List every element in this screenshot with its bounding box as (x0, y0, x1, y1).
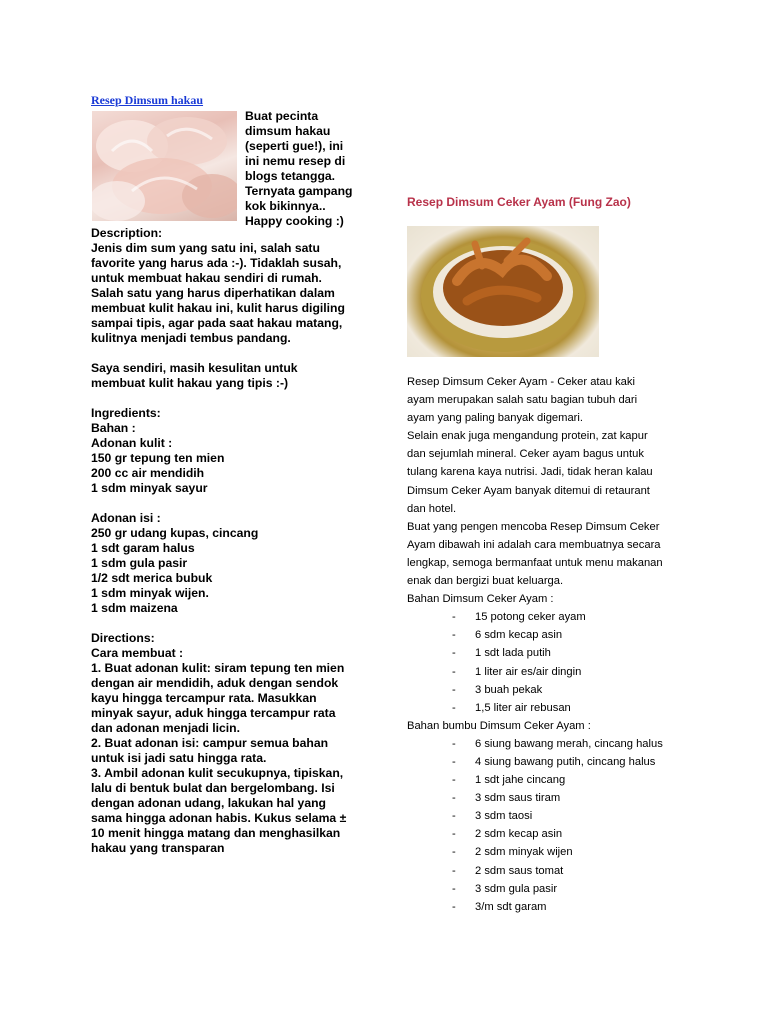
list-dash: - (452, 774, 456, 787)
bumbu-heading: Bahan bumbu Dimsum Ceker Ayam : (407, 719, 591, 732)
list-dash: - (452, 882, 456, 895)
body-line: kayu hingga tercampur rata. Masukkan (91, 691, 317, 705)
body-line: Adonan isi : (91, 511, 161, 525)
body-line (91, 391, 371, 406)
bahan-heading: Bahan Dimsum Ceker Ayam : (407, 593, 554, 606)
bumbu-item (407, 825, 697, 843)
intro-line: dimsum hakau (245, 124, 331, 138)
body-line: Salah satu yang harus diperhatikan dalam (91, 286, 335, 300)
list-item-text: 3 sdm saus tiram (475, 792, 561, 805)
description-line: Buat yang pengen mencoba Resep Dimsum Ceker (407, 520, 660, 533)
body-line: 1 sdm minyak sayur (91, 481, 208, 495)
description-line: dan sejumlah mineral. Ceker ayam bagus untuk (407, 448, 644, 461)
ceker-recipe-body (407, 373, 697, 916)
list-item-text: 1 liter air es/air dingin (475, 665, 582, 678)
list-dash: - (452, 665, 456, 678)
list-item-text: 1,5 liter air rebusan (475, 701, 571, 714)
body-line: 3. Ambil adonan kulit secukupnya, tipiskan, (91, 766, 344, 780)
description-line: Selain enak juga mengandung protein, zat kapur (407, 430, 648, 443)
hakau-photo (92, 111, 237, 221)
bumbu-item (407, 771, 697, 789)
list-item-text: 6 siung bawang merah, cincang halus (475, 737, 663, 750)
description-line: Dimsum Ceker Ayam banyak ditemui di retaurant (407, 484, 650, 497)
body-line: Jenis dim sum yang satu ini, salah satu (91, 241, 320, 255)
intro-line: blogs tetangga. (245, 169, 336, 183)
list-item-text: 3 sdm gula pasir (475, 882, 558, 895)
bumbu-item (407, 735, 697, 753)
list-item-text: 3/m sdt garam (475, 900, 547, 913)
list-dash: - (452, 864, 456, 877)
list-dash: - (452, 846, 456, 859)
bumbu-item (407, 862, 697, 880)
bumbu-item (407, 789, 697, 807)
list-dash: - (452, 755, 456, 768)
list-item-text: 1 sdt jahe cincang (475, 774, 566, 787)
intro-line: Buat pecinta (245, 109, 319, 123)
hakau-intro (245, 109, 370, 229)
body-line: sampai tipis, agar pada saat hakau matang, (91, 316, 343, 330)
body-line: hakau yang transparan (91, 841, 225, 855)
intro-line: kok bikinnya.. (245, 199, 326, 213)
description-line: lengkap, semoga bermanfaat untuk menu makanan (407, 556, 663, 569)
body-line: 150 gr tepung ten mien (91, 451, 225, 465)
body-line: 10 menit hingga matang dan menghasilkan (91, 826, 341, 840)
ceker-ayam-photo (407, 226, 599, 357)
bahan-item (407, 608, 697, 626)
ceker-description (407, 373, 697, 590)
list-dash: - (452, 810, 456, 823)
description-line: ayam yang paling banyak digemari. (407, 412, 583, 425)
bumbu-item (407, 843, 697, 861)
list-item-text: 1 sdt lada putih (475, 647, 551, 660)
body-line: Cara membuat : (91, 646, 184, 660)
list-item-text: 15 potong ceker ayam (475, 611, 586, 624)
body-line: 1 sdm maizena (91, 601, 178, 615)
body-line: membuat kulit hakau yang tipis :-) (91, 376, 289, 390)
body-line: dengan air mendidih, aduk dengan sendok (91, 676, 339, 690)
body-line: lalu di bentuk bulat dan bergelombang. Isi (91, 781, 335, 795)
list-dash: - (452, 900, 456, 913)
list-dash: - (452, 683, 456, 696)
body-line: dengan adonan udang, lakukan hal yang (91, 796, 326, 810)
body-line: Description: (91, 226, 163, 240)
list-dash: - (452, 611, 456, 624)
body-line: 1 sdm minyak wijen. (91, 586, 209, 600)
body-line: 1 sdt garam halus (91, 541, 195, 555)
bahan-item (407, 663, 697, 681)
list-item-text: 2 sdm minyak wijen (475, 846, 573, 859)
body-line: kulitnya menjadi tembus pandang. (91, 331, 291, 345)
body-line: minyak sayur, aduk hingga tercampur rata (91, 706, 336, 720)
ceker-recipe-title: Resep Dimsum Ceker Ayam (Fung Zao) (407, 195, 631, 209)
bahan-list (407, 608, 697, 717)
body-line: untuk isi jadi satu hingga rata. (91, 751, 267, 765)
intro-line: ini nemu resep di (245, 154, 346, 168)
body-line: Adonan kulit : (91, 436, 173, 450)
body-line: favorite yang harus ada :-). Tidaklah susah, (91, 256, 342, 270)
body-line: 1 sdm gula pasir (91, 556, 188, 570)
body-line: 200 cc air mendidih (91, 466, 205, 480)
list-dash: - (452, 629, 456, 642)
description-line: Ayam dibawah ini adalah cara membuatnya secara (407, 538, 661, 551)
bumbu-item (407, 753, 697, 771)
body-line: Saya sendiri, masih kesulitan untuk (91, 361, 298, 375)
hakau-recipe-body (91, 226, 371, 856)
list-dash: - (452, 701, 456, 714)
list-dash: - (452, 737, 456, 750)
body-line: dan adonan menjadi licin. (91, 721, 240, 735)
list-item-text: 4 siung bawang putih, cincang halus (475, 755, 656, 768)
bumbu-item (407, 880, 697, 898)
body-line (91, 616, 371, 631)
hakau-recipe-title-link[interactable]: Resep Dimsum hakau (91, 93, 204, 107)
bahan-item (407, 699, 697, 717)
bahan-item (407, 681, 697, 699)
list-item-text: 3 buah pekak (475, 683, 543, 696)
body-line: sama hingga adonan habis. Kukus selama ± (91, 811, 347, 825)
intro-line: Ternyata gampang (245, 184, 353, 198)
bahan-item (407, 626, 697, 644)
description-line: Resep Dimsum Ceker Ayam - Ceker atau kaki (407, 376, 635, 388)
description-line: tulang karena kaya nutrisi. Jadi, tidak heran kalau (407, 466, 653, 479)
body-line (91, 346, 371, 361)
bumbu-item (407, 807, 697, 825)
body-line: Ingredients: (91, 406, 161, 420)
list-dash: - (452, 647, 456, 660)
description-line: ayam merupakan salah satu bagian tubuh dari (407, 394, 638, 407)
list-item-text: 3 sdm taosi (475, 810, 533, 823)
list-dash: - (452, 828, 456, 841)
body-line: 2. Buat adonan isi: campur semua bahan (91, 736, 329, 750)
body-line: 1. Buat adonan kulit: siram tepung ten mien (91, 661, 345, 675)
body-line: Directions: (91, 631, 155, 645)
bumbu-item (407, 898, 697, 916)
intro-line: Happy cooking :) (245, 214, 344, 228)
body-line: 250 gr udang kupas, cincang (91, 526, 259, 540)
description-line: enak dan bergizi buat keluarga. (407, 575, 564, 588)
description-line: dan hotel. (407, 502, 457, 515)
list-dash: - (452, 792, 456, 805)
list-item-text: 2 sdm saus tomat (475, 864, 564, 877)
body-line: 1/2 sdt merica bubuk (91, 571, 213, 585)
intro-line: (seperti gue!), ini (245, 139, 344, 153)
body-line: membuat kulit hakau ini, kulit harus digiling (91, 301, 345, 315)
body-line (91, 496, 371, 511)
list-item-text: 6 sdm kecap asin (475, 629, 563, 642)
list-item-text: 2 sdm kecap asin (475, 828, 563, 841)
body-line: Bahan : (91, 421, 136, 435)
bahan-item (407, 644, 697, 662)
bumbu-list (407, 735, 697, 916)
body-line: untuk membuat hakau sendiri di rumah. (91, 271, 322, 285)
